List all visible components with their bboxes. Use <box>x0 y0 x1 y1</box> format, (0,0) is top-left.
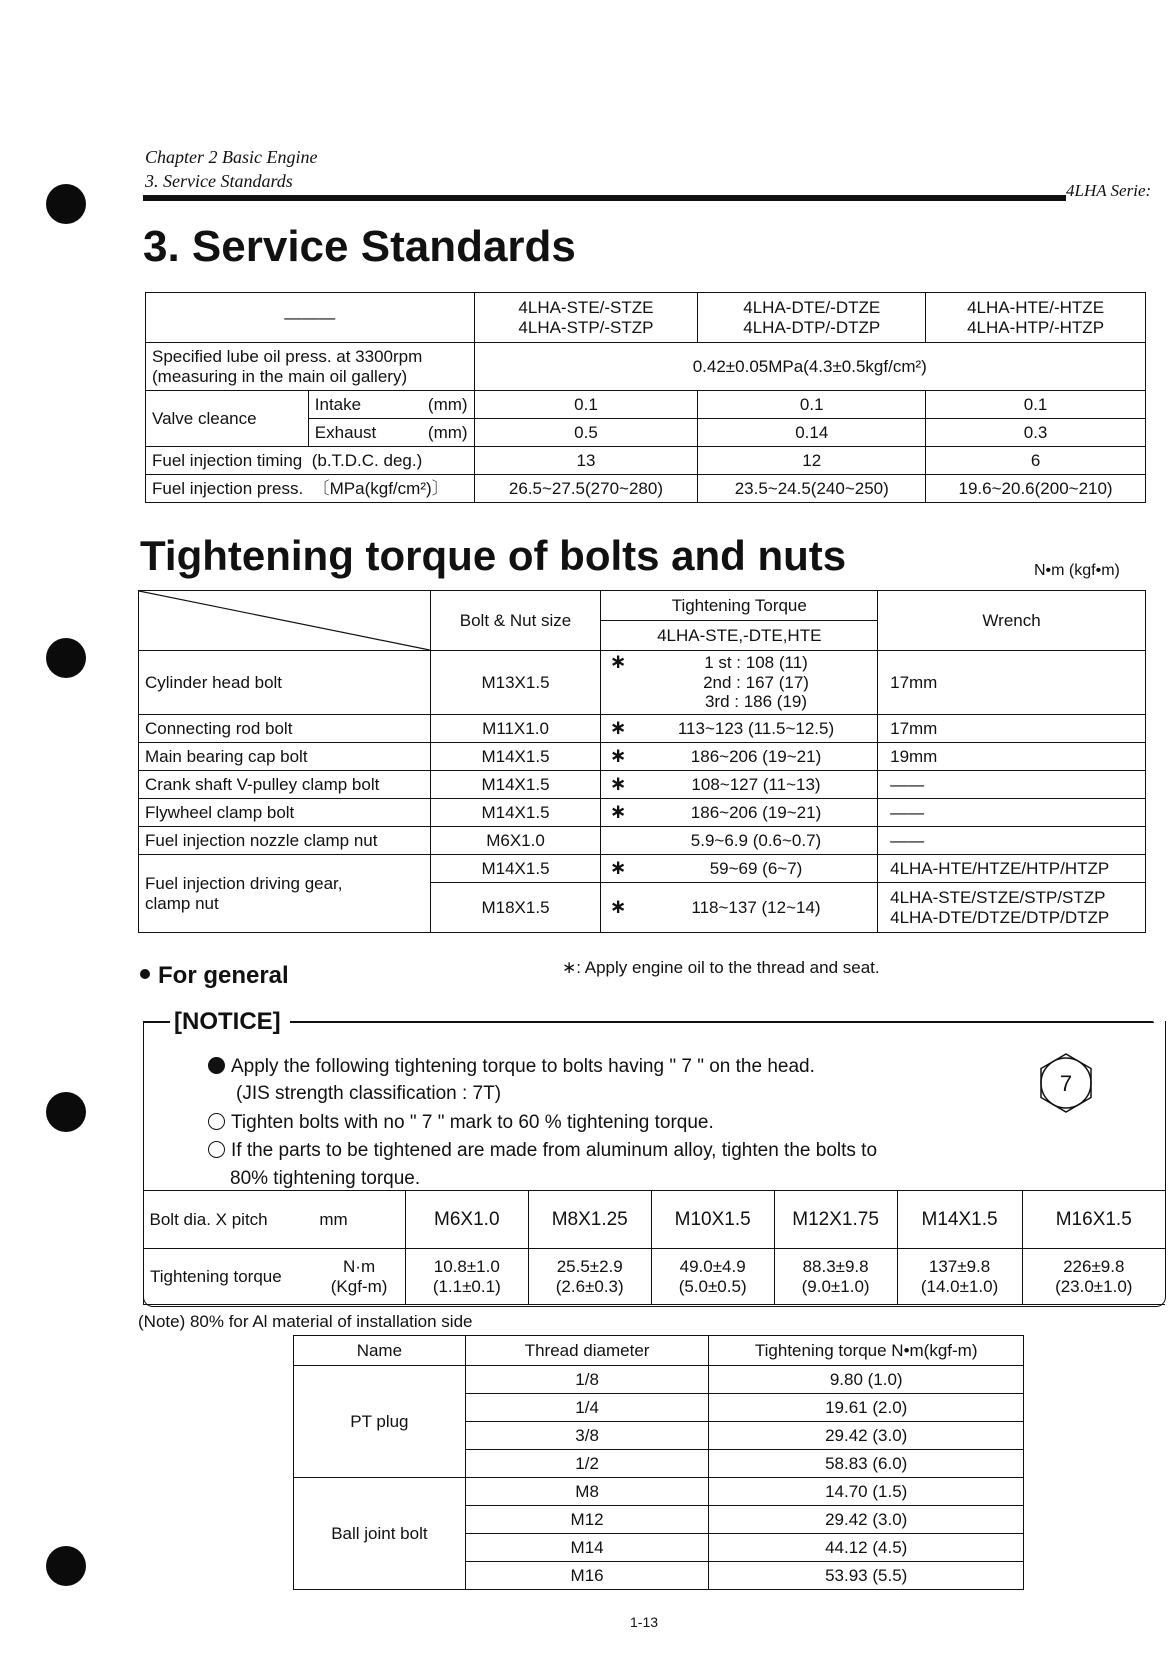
ball-torque-2: 44.12 (4.5) <box>709 1534 1024 1562</box>
open-bullet <box>208 1113 225 1130</box>
size-2: M10X1.5 <box>651 1191 774 1249</box>
exhaust-ste: 0.5 <box>474 419 698 447</box>
cyl-name: Cylinder head bolt <box>139 651 431 715</box>
press-label: Fuel injection press. 〔MPa(kgf/cm²)〕 <box>146 475 475 503</box>
filled-bullet <box>208 1057 225 1074</box>
gt-val-5: 226±9.8 (23.0±1.0) <box>1022 1249 1165 1305</box>
gear-torque-a: 59~69 (6~7) <box>635 855 878 883</box>
gt-val-2: 49.0±4.9 (5.0±0.5) <box>651 1249 774 1305</box>
dia-unit: mm <box>313 1191 405 1249</box>
cyl-ast: ∗ <box>601 651 635 715</box>
press-ste: 26.5~27.5(270~280) <box>474 475 698 503</box>
row-wrench-4: —— <box>878 827 1146 855</box>
pt-torque-2: 29.42 (3.0) <box>709 1422 1024 1450</box>
row-ast-0: ∗ <box>601 715 635 743</box>
intake-dte: 0.1 <box>698 391 926 419</box>
row-ast-1: ∗ <box>601 743 635 771</box>
pt-torque-3: 58.83 (6.0) <box>709 1450 1024 1478</box>
notice-line-5: 80% tightening torque. <box>230 1168 421 1189</box>
row-name-1: Main bearing cap bolt <box>139 743 431 771</box>
gt-val-4: 137±9.8 (14.0±1.0) <box>897 1249 1022 1305</box>
ball-thread-3: M16 <box>465 1562 709 1590</box>
gt-val-1: 25.5±2.9 (2.6±0.3) <box>528 1249 651 1305</box>
diagonal-header-cell <box>139 591 431 651</box>
for-general-heading: For general <box>140 962 289 990</box>
plug-h-name: Name <box>294 1336 466 1366</box>
service-standards-table <box>145 292 1146 503</box>
notice-line-3: Tighten bolts with no " 7 " mark to 60 % tightening torque. <box>208 1112 714 1134</box>
intake-ste: 0.1 <box>474 391 698 419</box>
size-3: M12X1.75 <box>774 1191 897 1249</box>
section-label: 3. Service Standards <box>145 171 293 191</box>
row-name-4: Fuel injection nozzle clamp nut <box>139 827 431 855</box>
model-header: 4LHA-STE,-DTE,HTE <box>601 621 878 651</box>
pt-torque-1: 19.61 (2.0) <box>709 1394 1024 1422</box>
row-name-2: Crank shaft V-pulley clamp bolt <box>139 771 431 799</box>
gt-val-3: 88.3±9.8 (9.0±1.0) <box>774 1249 897 1305</box>
binder-hole-3 <box>46 1092 86 1132</box>
size-4: M14X1.5 <box>897 1191 1022 1249</box>
gear-size-b: M18X1.5 <box>430 883 601 933</box>
svg-text:7: 7 <box>1059 1071 1073 1096</box>
apply-oil-note: ∗: Apply engine oil to the thread and seat. <box>562 958 880 977</box>
diagonal-line <box>139 591 430 650</box>
open-bullet <box>208 1141 225 1158</box>
ball-thread-1: M12 <box>465 1506 709 1534</box>
pt-thread-0: 1/8 <box>465 1366 709 1394</box>
cyl-wrench: 17mm <box>878 651 1146 715</box>
notice-top-rule-right <box>290 1021 1154 1023</box>
pt-thread-1: 1/4 <box>465 1394 709 1422</box>
row-torque-3: 186~206 (19~21) <box>635 799 878 827</box>
notice-line-1: Apply the following tightening torque to bolts having " 7 " on the head. <box>208 1056 815 1078</box>
gear-wrench-b: 4LHA-STE/STZE/STP/STZP 4LHA-DTE/DTZE/DTP/DTZP <box>878 883 1146 933</box>
bullet-dot <box>140 969 150 979</box>
row-size-4: M6X1.0 <box>430 827 601 855</box>
header-dash: ——— <box>146 293 475 343</box>
gear-wrench-a: 4LHA-HTE/HTZE/HTP/HTZP <box>878 855 1146 883</box>
binder-hole-4 <box>46 1546 86 1586</box>
torque-title: Tightening torque of bolts and nuts <box>140 532 847 579</box>
row-name-0: Connecting rod bolt <box>139 715 431 743</box>
exhaust-hte: 0.3 <box>926 419 1146 447</box>
general-torque-table <box>143 1190 1165 1305</box>
lube-label: Specified lube oil press. at 3300rpm (measuring in the main oil gallery) <box>146 343 475 391</box>
bolt-size-header: Bolt & Nut size <box>430 591 601 651</box>
exhaust-label: Exhaust (mm) <box>308 419 474 447</box>
chapter-label: Chapter 2 Basic Engine <box>145 147 318 167</box>
gt-torque-label: Tightening torque <box>144 1249 314 1305</box>
row-wrench-2: —— <box>878 771 1146 799</box>
series-label: 4LHA Serie: <box>1066 181 1152 200</box>
exhaust-dte: 0.14 <box>698 419 926 447</box>
valve-label: Valve cleance <box>146 391 309 447</box>
gear-size-a: M14X1.5 <box>430 855 601 883</box>
page-title: 3. Service Standards <box>143 222 576 271</box>
pt-torque-0: 9.80 (1.0) <box>709 1366 1024 1394</box>
ball-torque-1: 29.42 (3.0) <box>709 1506 1024 1534</box>
intake-hte: 0.1 <box>926 391 1146 419</box>
row-size-1: M14X1.5 <box>430 743 601 771</box>
ball-thread-2: M14 <box>465 1534 709 1562</box>
plug-torque-table <box>293 1335 1024 1590</box>
press-hte: 19.6~20.6(200~210) <box>926 475 1146 503</box>
row-ast-4-empty <box>601 827 635 855</box>
notice-line-4: If the parts to be tightened are made from aluminum alloy, tighten the bolts to <box>208 1140 877 1162</box>
torque-header: Tightening Torque <box>601 591 878 621</box>
row-name-3: Flywheel clamp bolt <box>139 799 431 827</box>
gear-ast-a: ∗ <box>601 855 635 883</box>
hex-bolt-7-icon <box>1035 1052 1097 1114</box>
gt-val-0: 10.8±1.0 (1.1±0.1) <box>405 1249 528 1305</box>
gear-torque-b: 118~137 (12~14) <box>635 883 878 933</box>
plug-h-thread: Thread diameter <box>465 1336 709 1366</box>
ball-torque-3: 53.93 (5.5) <box>709 1562 1024 1590</box>
row-ast-2: ∗ <box>601 771 635 799</box>
gear-name: Fuel injection driving gear, clamp nut <box>139 855 431 933</box>
bolt-torque-table <box>138 590 1146 933</box>
row-size-0: M11X1.0 <box>430 715 601 743</box>
cyl-torque: 1 st : 108 (11) 2nd : 167 (17) 3rd : 186 (19) <box>635 651 878 715</box>
row-ast-3: ∗ <box>601 799 635 827</box>
timing-ste: 13 <box>474 447 698 475</box>
page-number: 1-13 <box>630 1614 659 1630</box>
notice-top-rule-left <box>143 1021 170 1023</box>
model-hte: 4LHA-HTE/-HTZE 4LHA-HTP/-HTZP <box>926 293 1146 343</box>
model-dte: 4LHA-DTE/-DTZE 4LHA-DTP/-DTZP <box>698 293 926 343</box>
size-5: M16X1.5 <box>1022 1191 1165 1249</box>
row-torque-4: 5.9~6.9 (0.6~0.7) <box>635 827 878 855</box>
al-note: (Note) 80% for Al material of installation side <box>138 1312 473 1331</box>
binder-hole-2 <box>46 638 86 678</box>
timing-hte: 6 <box>926 447 1146 475</box>
notice-title: [NOTICE] <box>170 1008 285 1036</box>
row-size-2: M14X1.5 <box>430 771 601 799</box>
binder-hole-1 <box>46 184 86 224</box>
pt-thread-3: 1/2 <box>465 1450 709 1478</box>
model-ste: 4LHA-STE/-STZE 4LHA-STP/-STZP <box>474 293 698 343</box>
gt-torque-unit: N·m (Kgf-m) <box>313 1249 405 1305</box>
press-dte: 23.5~24.5(240~250) <box>698 475 926 503</box>
size-0: M6X1.0 <box>405 1191 528 1249</box>
size-1: M8X1.25 <box>528 1191 651 1249</box>
row-size-3: M14X1.5 <box>430 799 601 827</box>
dia-label: Bolt dia. X pitch <box>144 1191 314 1249</box>
pt-thread-2: 3/8 <box>465 1422 709 1450</box>
timing-label: Fuel injection timing (b.T.D.C. deg.) <box>146 447 475 475</box>
ball-thread-0: M8 <box>465 1478 709 1506</box>
torque-unit: N•m (kgf•m) <box>1034 562 1120 579</box>
timing-dte: 12 <box>698 447 926 475</box>
ball-joint-label: Ball joint bolt <box>294 1478 466 1590</box>
row-torque-0: 113~123 (11.5~12.5) <box>635 715 878 743</box>
ball-torque-0: 14.70 (1.5) <box>709 1478 1024 1506</box>
pt-plug-label: PT plug <box>294 1366 466 1478</box>
plug-h-torque: Tightening torque N•m(kgf-m) <box>709 1336 1024 1366</box>
row-wrench-0: 17mm <box>878 715 1146 743</box>
row-wrench-1: 19mm <box>878 743 1146 771</box>
row-torque-2: 108~127 (11~13) <box>635 771 878 799</box>
lube-value: 0.42±0.05MPa(4.3±0.5kgf/cm²) <box>474 343 1145 391</box>
gear-ast-b: ∗ <box>601 883 635 933</box>
cyl-size: M13X1.5 <box>430 651 601 715</box>
row-torque-1: 186~206 (19~21) <box>635 743 878 771</box>
notice-line-2: (JIS strength classification : 7T) <box>236 1083 502 1104</box>
header-rule <box>143 195 1066 201</box>
intake-label: Intake (mm) <box>308 391 474 419</box>
row-wrench-3: —— <box>878 799 1146 827</box>
wrench-header: Wrench <box>878 591 1146 651</box>
